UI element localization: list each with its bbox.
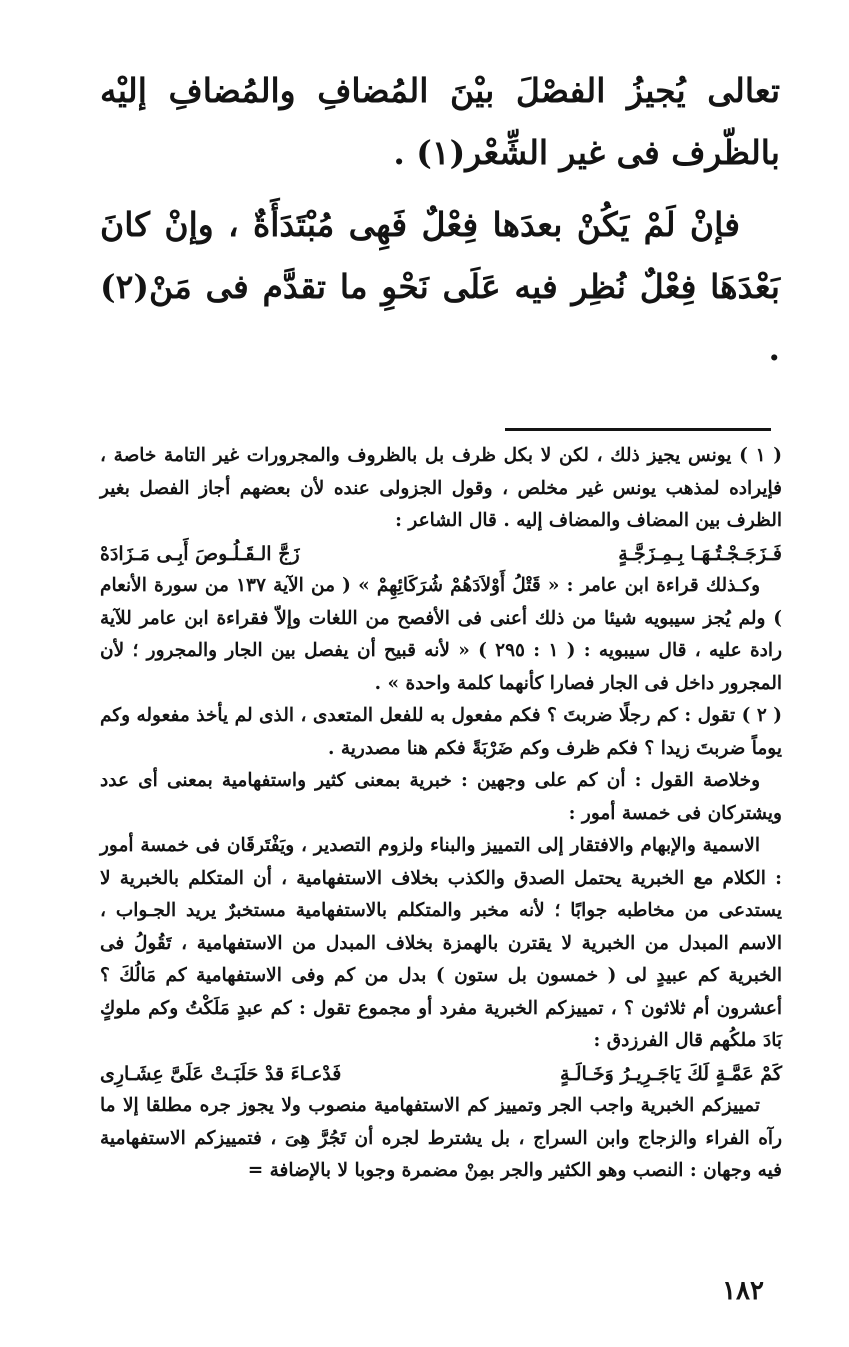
- page-number: ١٨٢: [722, 1276, 764, 1306]
- verse-2: [100, 1058, 782, 1091]
- verse-2-first-hemistich: كَمْ عَمَّـةٍ لَكَ يَاجَـرِيـرُ وَخَـالَـةٍ: [559, 1062, 782, 1085]
- main-text: [100, 60, 780, 380]
- footnote-1: ( ١ ) يونس يجيز ذلك ، لكن لا بكل ظرف بل بالظروف والمجرورات غير التامة خاصة ، فإيراده لمذهب يونس غير مخلص ، وقول الجزولى عنده لأن بعضهم أجاز الفصل بغير الظرف بين المضاف والمضاف إليه . قال الشاعر :: [100, 445, 782, 531]
- footnote-2: ( ٢ ) تقول : كم رجلًا ضربتَ ؟ فكم مفعول به للفعل المتعدى ، الذى لم يأخذ مفعوله وكم يوماً ضربتَ زيدا ؟ فكم ظرف وكم ضَرْبَةً فكم هنا مصدرية .: [100, 705, 782, 759]
- main-paragraph-2: فإنْ لَمْ يَكُنْ بعدَها فِعْلٌ فَهِى مُبْتَدَأَةٌ ، وإنْ كانَ بَعْدَهَا فِعْلٌ نُظِر فيه عَلَى نَحْوِ ما تقدَّم فى مَنْ(٢) .: [100, 205, 780, 368]
- footnote-1-continuation: وكـذلك قراءة ابن عامر : « قَتْلُ أَوْلاَدَهُمْ شُرَكَائِهِمْ » ( من الآية ١٣٧ من سورة الأنعام ) ولم يُجز سيبويه شيئا من ذلك أعنى فى الأفصح من اللغات وإلاّ فقراءة ابن عامر للآية رادة عليه ، قال سيبويه : ( ١ : ٢٩٥ ) « لأنه قبيح أن يفصل بين الجار والمجرور ؛ لأن المجرور داخل فى الجار فصارا كأنهما كلمة واحدة » .: [100, 575, 782, 694]
- verse-1-second-hemistich: زَجَّ الـقَـلُـوصَ أَبِـى مَـزَادَهْ: [100, 542, 300, 565]
- footnote-2-summary: وخلاصة القول : أن كم على وجهين : خبرية بمعنى كثير واستفهامية بمعنى أى عدد ويشتركان فى خمسة أمور :: [100, 770, 782, 824]
- verse-2-second-hemistich: فَدْعـاءَ قدْ حَلَبَـتْ عَلَىَّ عِشَـارِى: [100, 1062, 342, 1085]
- footnote-2-tamyiz: تمييزكم الخبرية واجب الجر وتمييز كم الاستفهامية منصوب ولا يجوز جره مطلقا إلا ما رآه الفراء والزجاج وابن السراج ، بل يشترط لجره أن تَجُرَّ هِىَ ، فتمييزكم الاستفهامية فيه وجهان : النصب وهو الكثير والجر بمِنْ مضمرة وجوبا لا بالإضافة =: [100, 1095, 782, 1181]
- verse-1-first-hemistich: فَـزَجَـجْـتُـهَـا بِـمِـزَجَّـةٍ: [618, 542, 782, 565]
- verse-1: [100, 538, 782, 571]
- footnote-2-details: الاسمية والإبهام والافتقار إلى التمييز والبناء ولزوم التصدير ، ويَفْتَرقَان فى خمسة أمور : الكلام مع الخبرية يحتمل الصدق والكذب بخلاف الاستفهامية ، أن المتكلم بالخبرية لا يستدعى من مخاطبه جوابًا ؛ لأنه مخبر والمتكلم بالاستفهامية مستخبرٌ يريد الجـواب ، الاسم المبدل من الخبرية لا يقترن بالهمزة بخلاف المبدل من الاستفهامية ، تَقُولُ فى الخبرية كم عبيدٍ لى ( خمسون بل ستون ) بدل من كم وفى الاستفهامية كم مَالُكَ ؟ أعشرون أم ثلاثون ؟ ، تمييزكم الخبرية مفرد أو مجموع تقول : كم عبدٍ مَلَكْتُ وكم ملوكٍ بَادَ ملكُهم قال الفرزدق :: [100, 835, 782, 1051]
- main-paragraph-1: تعالى يُجيزُ الفصْلَ بيْنَ المُضافِ والمُضافِ إليْه بالظّرف فى غير الشِّعْر(١) .: [100, 71, 780, 172]
- footnotes: [100, 440, 782, 1188]
- footnote-separator: [505, 428, 771, 431]
